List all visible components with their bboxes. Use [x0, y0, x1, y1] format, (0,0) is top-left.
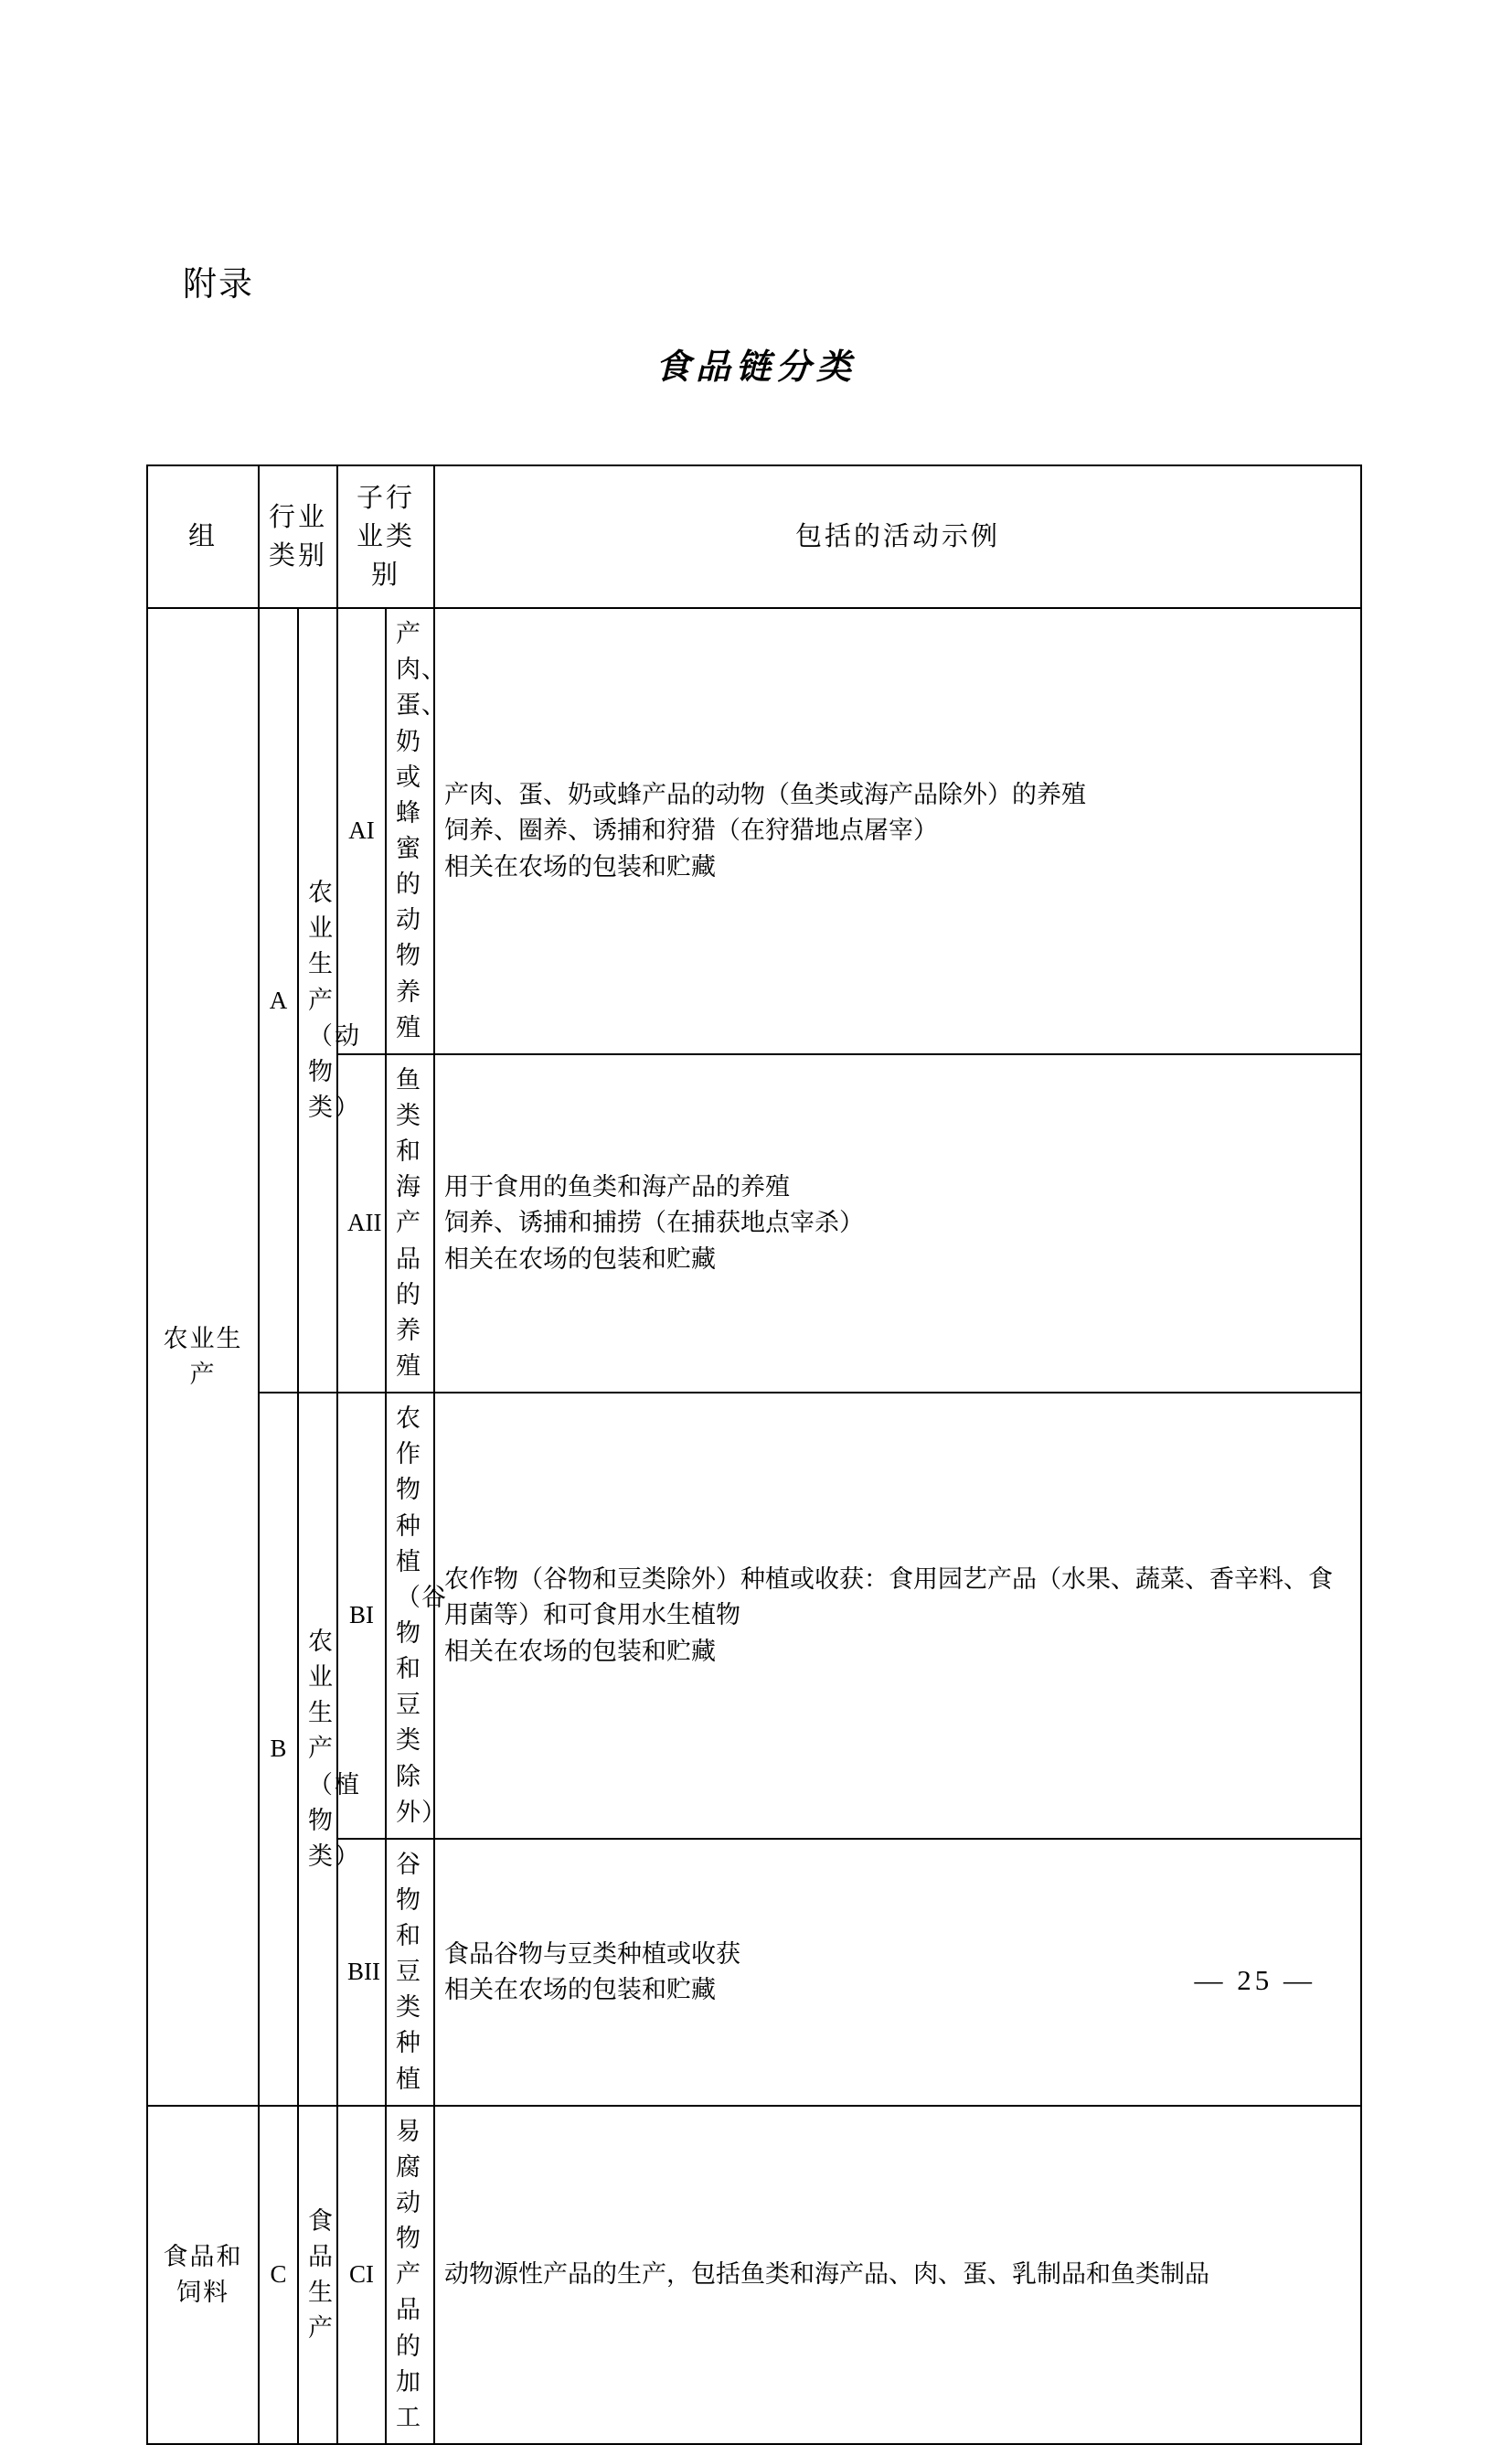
example-line: 用于食用的鱼类和海产品的养殖	[444, 1173, 790, 1201]
cell-group-food-feed: 食品和饲料	[147, 2106, 259, 2444]
example-line: 农作物（谷物和豆类除外）种植或收获：食用园艺产品（水果、蔬菜、香辛料、食用菌等）和可食用水生植物	[444, 1565, 1333, 1629]
header-industry: 行业类别	[259, 465, 337, 608]
table-row	[147, 2106, 1361, 2444]
example-line: 动物源性产品的生产，包括鱼类和海产品、肉、蛋、乳制品和鱼类制品	[444, 2260, 1209, 2289]
example-line: 饲养、诱捕和捕捞（在捕获地点宰杀）	[444, 1209, 864, 1237]
example-line: 相关在农场的包装和贮藏	[444, 1244, 716, 1273]
table-header-row	[147, 465, 1361, 608]
cell-subcode-ai: AI	[337, 608, 386, 1054]
example-line: 产肉、蛋、奶或蜂产品的动物（鱼类或海产品除外）的养殖	[444, 781, 1086, 809]
cell-examples-aii	[434, 1054, 1361, 1393]
cell-letter-a: A	[259, 608, 298, 1393]
header-group: 组	[147, 465, 259, 608]
page-title: 食品链分类	[655, 346, 857, 387]
table-row	[147, 608, 1361, 1054]
example-line: 相关在农场的包装和贮藏	[444, 1975, 716, 2003]
cell-subindustry-ai: 产肉、蛋、奶或蜂蜜的动物养殖	[386, 608, 434, 1054]
example-line: 饲养、圈养、诱捕和狩猎（在狩猎地点屠宰）	[444, 817, 938, 845]
cell-subindustry-ci: 易腐动物产品的加工	[386, 2106, 434, 2444]
appendix-label: 附录	[183, 266, 254, 304]
cell-subindustry-bii: 谷物和豆类种植	[386, 1839, 434, 2106]
cell-letter-b: B	[259, 1393, 298, 2106]
example-line: 食品谷物与豆类种植或收获	[444, 1939, 740, 1968]
cell-subcode-bii: BII	[337, 1839, 386, 2106]
cell-industry-plant: 农业生产（植物类）	[298, 1393, 337, 2106]
cell-subindustry-bi: 农作物种植（谷物和豆类除外）	[386, 1393, 434, 1839]
cell-examples-bi	[434, 1393, 1361, 1839]
cell-examples-ai	[434, 608, 1361, 1054]
cell-industry-food-production: 食品生产	[298, 2106, 337, 2444]
cell-examples-ci	[434, 2106, 1361, 2444]
table-row	[147, 1393, 1361, 1839]
cell-industry-animal: 农业生产（动物类）	[298, 608, 337, 1393]
cell-group-agriculture: 农业生产	[147, 608, 259, 2106]
cell-subindustry-aii: 鱼类和海产品的养殖	[386, 1054, 434, 1393]
cell-letter-c: C	[259, 2106, 298, 2444]
example-line: 相关在农场的包装和贮藏	[444, 1637, 716, 1665]
cell-subcode-ci: CI	[337, 2106, 386, 2444]
page-number: — 25 —	[1194, 1964, 1315, 1996]
cell-subcode-bi: BI	[337, 1393, 386, 1839]
example-line: 相关在农场的包装和贮藏	[444, 852, 716, 881]
cell-subcode-aii: AII	[337, 1054, 386, 1393]
header-examples: 包括的活动示例	[434, 465, 1361, 608]
header-sub-industry: 子行业类别	[337, 465, 434, 608]
food-chain-classification-table	[146, 464, 1362, 2445]
